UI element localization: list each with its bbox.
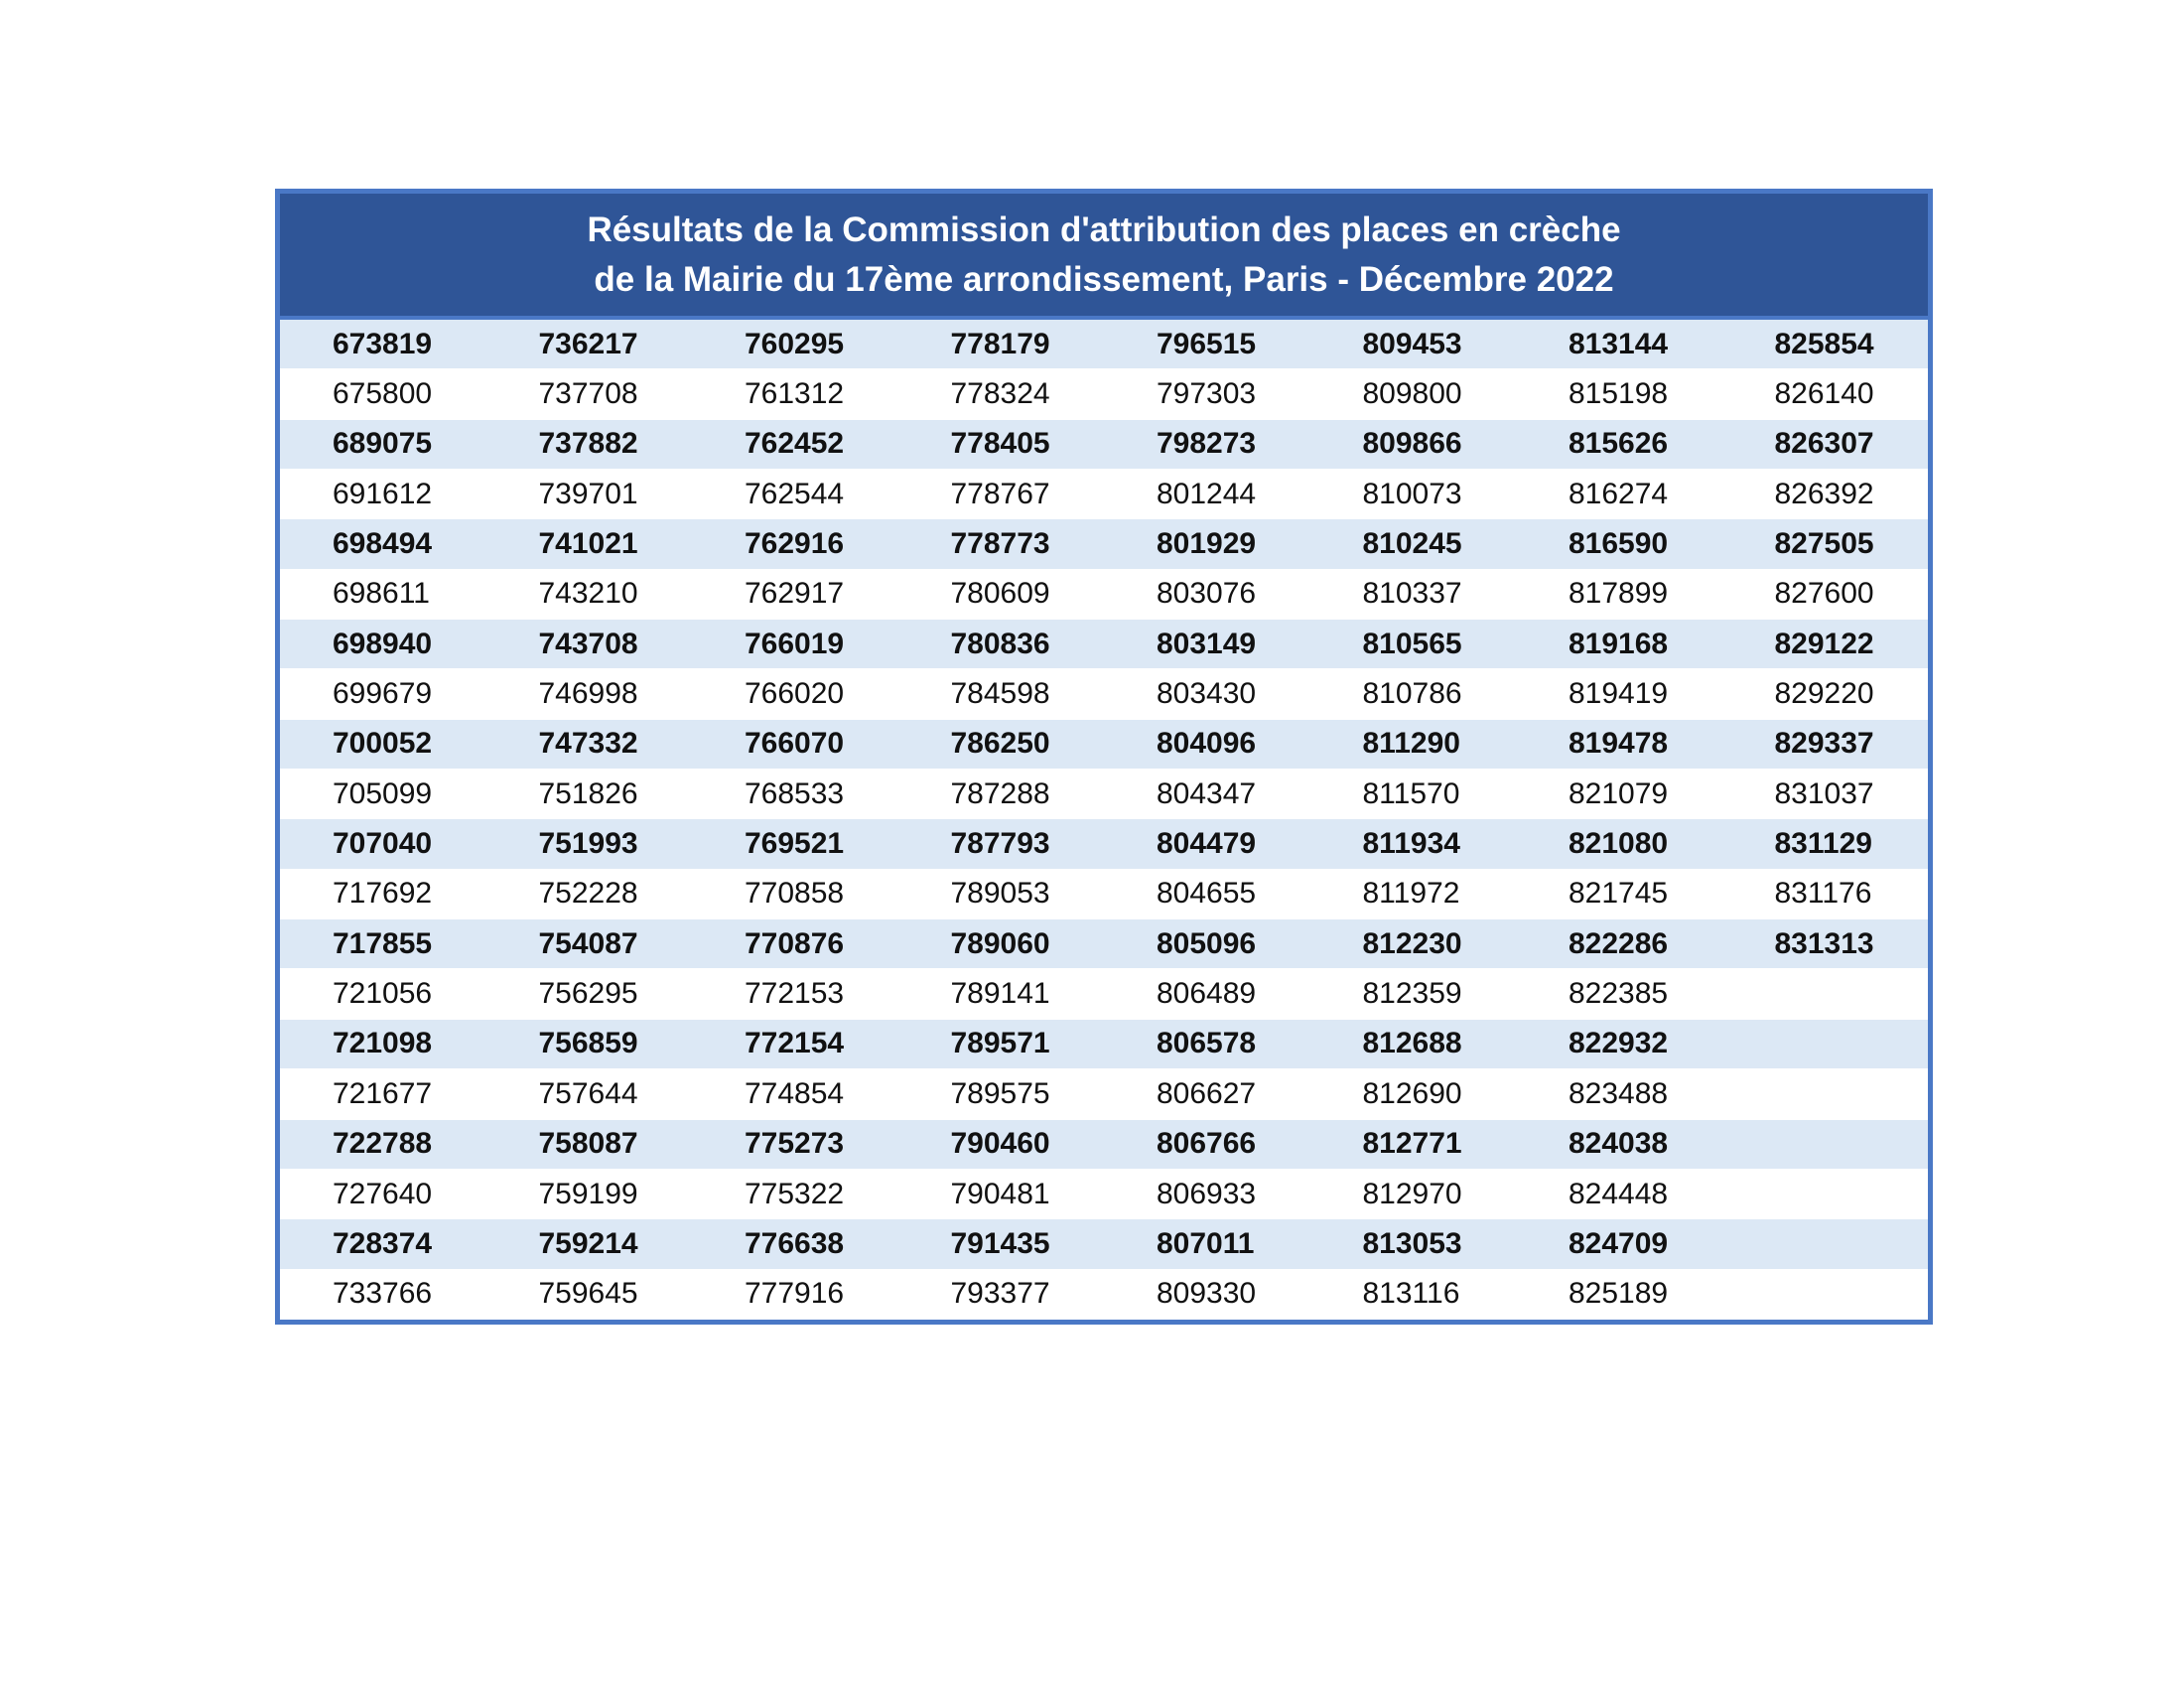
table-cell: 812359 xyxy=(1362,977,1462,1011)
table-cell: 817899 xyxy=(1569,577,1669,611)
table-cell: 809800 xyxy=(1362,377,1462,411)
table-cell: 813144 xyxy=(1569,327,1669,360)
table-cell: 810245 xyxy=(1362,527,1462,561)
table-cell: 825854 xyxy=(1774,327,1874,360)
table-row xyxy=(280,519,1928,569)
table-cell: 829220 xyxy=(1774,677,1874,711)
table-cell: 812690 xyxy=(1362,1076,1462,1110)
table-cell: 722788 xyxy=(333,1127,433,1161)
table-cell: 758087 xyxy=(538,1127,638,1161)
table-cell: 811290 xyxy=(1362,727,1460,761)
table-cell: 761312 xyxy=(745,377,845,411)
table-cell: 796515 xyxy=(1157,327,1257,360)
table-cell: 805096 xyxy=(1157,926,1257,960)
table-cell: 759645 xyxy=(538,1277,638,1311)
table-cell: 807011 xyxy=(1157,1226,1255,1260)
table-cell: 819419 xyxy=(1569,677,1669,711)
table-row xyxy=(280,1219,1928,1269)
table-row xyxy=(280,1120,1928,1170)
table-cell: 741021 xyxy=(538,527,638,561)
table-cell: 822932 xyxy=(1569,1027,1669,1060)
table-cell: 772154 xyxy=(745,1027,845,1060)
table-cell: 798273 xyxy=(1157,427,1257,461)
table-cell: 751826 xyxy=(538,776,638,810)
table-cell: 813053 xyxy=(1362,1226,1462,1260)
table-cell: 810073 xyxy=(1362,477,1462,510)
table-cell: 769521 xyxy=(745,827,845,861)
table-row xyxy=(280,870,1928,919)
table-cell: 784598 xyxy=(950,677,1050,711)
table-cell: 819478 xyxy=(1569,727,1669,761)
table-cell: 756859 xyxy=(538,1027,638,1060)
table-cell: 812230 xyxy=(1362,926,1462,960)
table-cell: 698494 xyxy=(333,527,433,561)
table-cell: 801929 xyxy=(1157,527,1257,561)
table-cell: 831129 xyxy=(1774,827,1872,861)
table-cell: 721056 xyxy=(333,977,433,1011)
table-cell: 824709 xyxy=(1569,1226,1669,1260)
table-row xyxy=(280,369,1928,419)
table-row xyxy=(280,620,1928,669)
table-cell: 810565 xyxy=(1362,627,1462,660)
table-cell: 789141 xyxy=(950,977,1050,1011)
table-row xyxy=(280,1270,1928,1320)
table-cell: 822286 xyxy=(1569,926,1669,960)
table-cell: 806627 xyxy=(1157,1076,1257,1110)
table-cell: 728374 xyxy=(333,1226,433,1260)
table-cell: 803076 xyxy=(1157,577,1257,611)
table-cell: 811972 xyxy=(1362,877,1460,911)
table-cell: 700052 xyxy=(333,727,433,761)
table-cell: 778773 xyxy=(950,527,1050,561)
table-cell: 829337 xyxy=(1774,727,1874,761)
table-cell: 778324 xyxy=(950,377,1050,411)
title-line-1: Résultats de la Commission d'attribution des places en crèche xyxy=(587,210,1621,249)
table-cell: 826307 xyxy=(1774,427,1874,461)
table-cell: 762452 xyxy=(745,427,845,461)
table-row xyxy=(280,770,1928,819)
table-cell: 733766 xyxy=(333,1277,433,1311)
table-cell: 813116 xyxy=(1362,1277,1460,1311)
table-cell: 810337 xyxy=(1362,577,1462,611)
table-cell: 752228 xyxy=(538,877,638,911)
table-cell: 789060 xyxy=(950,926,1050,960)
table-cell: 766019 xyxy=(745,627,845,660)
table-cell: 811934 xyxy=(1362,827,1460,861)
table-cell: 747332 xyxy=(538,727,638,761)
table-cell: 768533 xyxy=(745,776,845,810)
table-cell: 821080 xyxy=(1569,827,1669,861)
table-cell: 770876 xyxy=(745,926,845,960)
table-cell: 756295 xyxy=(538,977,638,1011)
table-cell: 806489 xyxy=(1157,977,1257,1011)
table-cell: 778405 xyxy=(950,427,1050,461)
table-cell: 789575 xyxy=(950,1076,1050,1110)
table-row xyxy=(280,420,1928,470)
table-cell: 762917 xyxy=(745,577,845,611)
table-cell: 787793 xyxy=(950,827,1050,861)
table-cell: 797303 xyxy=(1157,377,1257,411)
table-cell: 815198 xyxy=(1569,377,1669,411)
table-cell: 721677 xyxy=(333,1076,433,1110)
table-cell: 775273 xyxy=(745,1127,845,1161)
table-cell: 778179 xyxy=(950,327,1050,360)
table-cell: 793377 xyxy=(950,1277,1050,1311)
table-cell: 826392 xyxy=(1774,477,1874,510)
table-row xyxy=(280,919,1928,969)
table-cell: 790481 xyxy=(950,1177,1050,1210)
table-cell: 766070 xyxy=(745,727,845,761)
table-cell: 754087 xyxy=(538,926,638,960)
table-cell: 691612 xyxy=(333,477,433,510)
table-cell: 803430 xyxy=(1157,677,1257,711)
table-cell: 790460 xyxy=(950,1127,1050,1161)
table-cell: 789053 xyxy=(950,877,1050,911)
table-cell: 812771 xyxy=(1362,1127,1462,1161)
table-cell: 809866 xyxy=(1362,427,1462,461)
table-cell: 806578 xyxy=(1157,1027,1257,1060)
table-cell: 775322 xyxy=(745,1177,845,1210)
table-cell: 746998 xyxy=(538,677,638,711)
table-cell: 698940 xyxy=(333,627,433,660)
table-cell: 810786 xyxy=(1362,677,1462,711)
table-cell: 727640 xyxy=(333,1177,433,1210)
table-cell: 762916 xyxy=(745,527,845,561)
table-row xyxy=(280,819,1928,869)
table-title xyxy=(280,194,1928,320)
table-cell: 737882 xyxy=(538,427,638,461)
table-cell: 780609 xyxy=(950,577,1050,611)
table-cell: 772153 xyxy=(745,977,845,1011)
table-row xyxy=(280,320,1928,369)
table-cell: 760295 xyxy=(745,327,845,360)
table-cell: 776638 xyxy=(745,1226,845,1260)
table-cell: 822385 xyxy=(1569,977,1669,1011)
table-cell: 827600 xyxy=(1774,577,1874,611)
table-cell: 762544 xyxy=(745,477,845,510)
table-cell: 804655 xyxy=(1157,877,1257,911)
table-cell: 743708 xyxy=(538,627,638,660)
table-cell: 806933 xyxy=(1157,1177,1257,1210)
table-cell: 825189 xyxy=(1569,1277,1669,1311)
table-cell: 673819 xyxy=(333,327,433,360)
table-cell: 816590 xyxy=(1569,527,1669,561)
table-row xyxy=(280,570,1928,620)
table-cell: 766020 xyxy=(745,677,845,711)
table-cell: 812970 xyxy=(1362,1177,1462,1210)
table-cell: 699679 xyxy=(333,677,433,711)
table-body xyxy=(280,320,1928,1320)
table-cell: 789571 xyxy=(950,1027,1050,1060)
table-cell: 821079 xyxy=(1569,776,1669,810)
table-row xyxy=(280,720,1928,770)
table-cell: 806766 xyxy=(1157,1127,1257,1161)
table-cell: 689075 xyxy=(333,427,433,461)
table-cell: 717692 xyxy=(333,877,433,911)
table-cell: 698611 xyxy=(333,577,430,611)
table-cell: 821745 xyxy=(1569,877,1669,911)
table-cell: 801244 xyxy=(1157,477,1257,510)
table-cell: 829122 xyxy=(1774,627,1874,660)
table-cell: 717855 xyxy=(333,926,433,960)
table-row xyxy=(280,969,1928,1019)
table-cell: 831037 xyxy=(1774,776,1874,810)
table-cell: 759214 xyxy=(538,1226,638,1260)
table-cell: 737708 xyxy=(538,377,638,411)
table-cell: 824448 xyxy=(1569,1177,1669,1210)
table-cell: 751993 xyxy=(538,827,638,861)
table-cell: 743210 xyxy=(538,577,638,611)
results-table xyxy=(275,189,1933,1325)
table-cell: 787288 xyxy=(950,776,1050,810)
table-cell: 824038 xyxy=(1569,1127,1669,1161)
table-cell: 804096 xyxy=(1157,727,1257,761)
table-cell: 812688 xyxy=(1362,1027,1462,1060)
table-cell: 831176 xyxy=(1774,877,1872,911)
table-cell: 774854 xyxy=(745,1076,845,1110)
table-cell: 707040 xyxy=(333,827,433,861)
table-cell: 780836 xyxy=(950,627,1050,660)
table-cell: 831313 xyxy=(1774,926,1874,960)
table-row xyxy=(280,470,1928,519)
table-row xyxy=(280,1069,1928,1119)
table-cell: 705099 xyxy=(333,776,433,810)
table-cell: 770858 xyxy=(745,877,845,911)
title-line-2: de la Mairie du 17ème arrondissement, Paris - Décembre 2022 xyxy=(594,259,1614,299)
table-cell: 816274 xyxy=(1569,477,1669,510)
table-cell: 826140 xyxy=(1774,377,1874,411)
table-cell: 804479 xyxy=(1157,827,1257,861)
table-cell: 809453 xyxy=(1362,327,1462,360)
table-cell: 759199 xyxy=(538,1177,638,1210)
table-cell: 823488 xyxy=(1569,1076,1669,1110)
table-cell: 804347 xyxy=(1157,776,1257,810)
table-row xyxy=(280,1170,1928,1219)
table-cell: 791435 xyxy=(950,1226,1050,1260)
table-cell: 777916 xyxy=(745,1277,845,1311)
table-cell: 675800 xyxy=(333,377,433,411)
table-cell: 736217 xyxy=(538,327,638,360)
table-cell: 786250 xyxy=(950,727,1050,761)
table-cell: 757644 xyxy=(538,1076,638,1110)
table-cell: 778767 xyxy=(950,477,1050,510)
table-row xyxy=(280,669,1928,719)
table-cell: 809330 xyxy=(1157,1277,1257,1311)
table-cell: 803149 xyxy=(1157,627,1257,660)
table-cell: 819168 xyxy=(1569,627,1669,660)
table-cell: 721098 xyxy=(333,1027,433,1060)
table-cell: 827505 xyxy=(1774,527,1874,561)
table-row xyxy=(280,1020,1928,1069)
table-cell: 811570 xyxy=(1362,776,1460,810)
table-cell: 815626 xyxy=(1569,427,1669,461)
table-cell: 739701 xyxy=(538,477,638,510)
